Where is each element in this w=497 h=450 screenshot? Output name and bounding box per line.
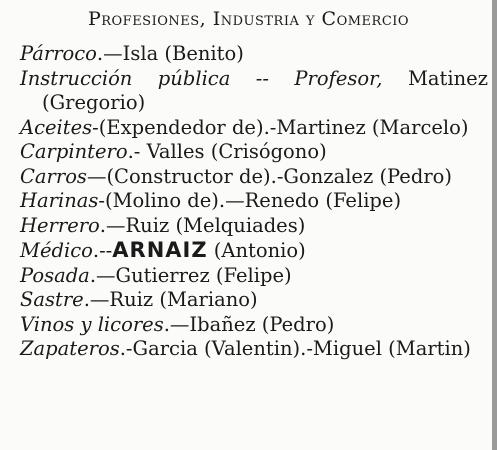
list-item-instruccion-publica: [20, 67, 488, 116]
entry-role: Sastre: [20, 288, 84, 311]
entry-separator: .—: [89, 263, 116, 287]
list-item-carpintero: [20, 140, 488, 165]
entry-role: Herrero: [20, 213, 100, 237]
entry-separator: .—: [96, 42, 123, 65]
section-heading: Profesiones, Industria y Comercio: [87, 8, 410, 30]
entry-separator: -: [92, 115, 99, 139]
entry-name-emphasized: ARNAIZ: [112, 238, 208, 262]
entry-separator: —: [86, 164, 107, 188]
entry-role: Aceites: [20, 115, 93, 139]
entry-name: Garcia (Valentin).-Miguel (Martin): [132, 337, 471, 360]
directory-list: [20, 42, 488, 362]
page-edge-shadow: [492, 0, 497, 450]
entry-name: Ibañez (Pedro): [189, 312, 335, 336]
list-item-zapateros: [20, 337, 488, 362]
entry-role: Carpintero: [20, 140, 128, 163]
entry-role: Instrucción pública -- Profesor,: [20, 66, 383, 90]
list-item-sastre: [20, 288, 488, 313]
entry-separator: -: [98, 189, 105, 212]
entry-name: (Constructor de).-Gonzalez (Pedro): [106, 164, 452, 188]
list-item-harinas: [20, 189, 488, 214]
entry-name: (Molino de).—Renedo (Felipe): [104, 189, 402, 212]
entry-name: Gutierrez (Felipe): [115, 263, 292, 287]
entry-role: Posada: [20, 263, 90, 287]
list-item-posada: [20, 264, 488, 289]
entry-role: Médico: [20, 239, 93, 262]
list-item-herrero: [20, 214, 488, 239]
entry-separator: .-: [119, 337, 133, 360]
entry-name: (Expendedor de).-Martinez (Marcelo): [98, 115, 469, 139]
entry-separator: .-: [127, 140, 147, 163]
entry-role: Zapateros: [20, 337, 120, 360]
list-item-aceites: [20, 116, 488, 141]
entry-separator: .--: [92, 239, 113, 262]
entry-name: Valles (Crisógono): [146, 140, 327, 163]
list-item-vinos-y-licores: [20, 313, 488, 338]
list-item-carros: [20, 165, 488, 190]
entry-name: Matinez (Gregorio): [42, 66, 488, 114]
entry-separator: .—: [99, 213, 126, 237]
entry-separator: .—: [163, 312, 190, 336]
entry-name: Ruiz (Melquiades): [125, 213, 306, 237]
list-item-medico: [20, 238, 488, 264]
entry-role: Vinos y licores: [20, 312, 164, 336]
entry-name: Ruiz (Mariano): [109, 288, 258, 311]
entry-role: Harinas: [20, 189, 99, 212]
entry-role: Carros: [20, 164, 87, 188]
entry-separator: .—: [83, 288, 110, 311]
entry-name: (Antonio): [207, 239, 306, 262]
list-item-parroco: [20, 42, 488, 67]
entry-name: Isla (Benito): [122, 42, 244, 65]
entry-role: Párroco: [20, 42, 97, 65]
entry-separator: [383, 67, 408, 90]
